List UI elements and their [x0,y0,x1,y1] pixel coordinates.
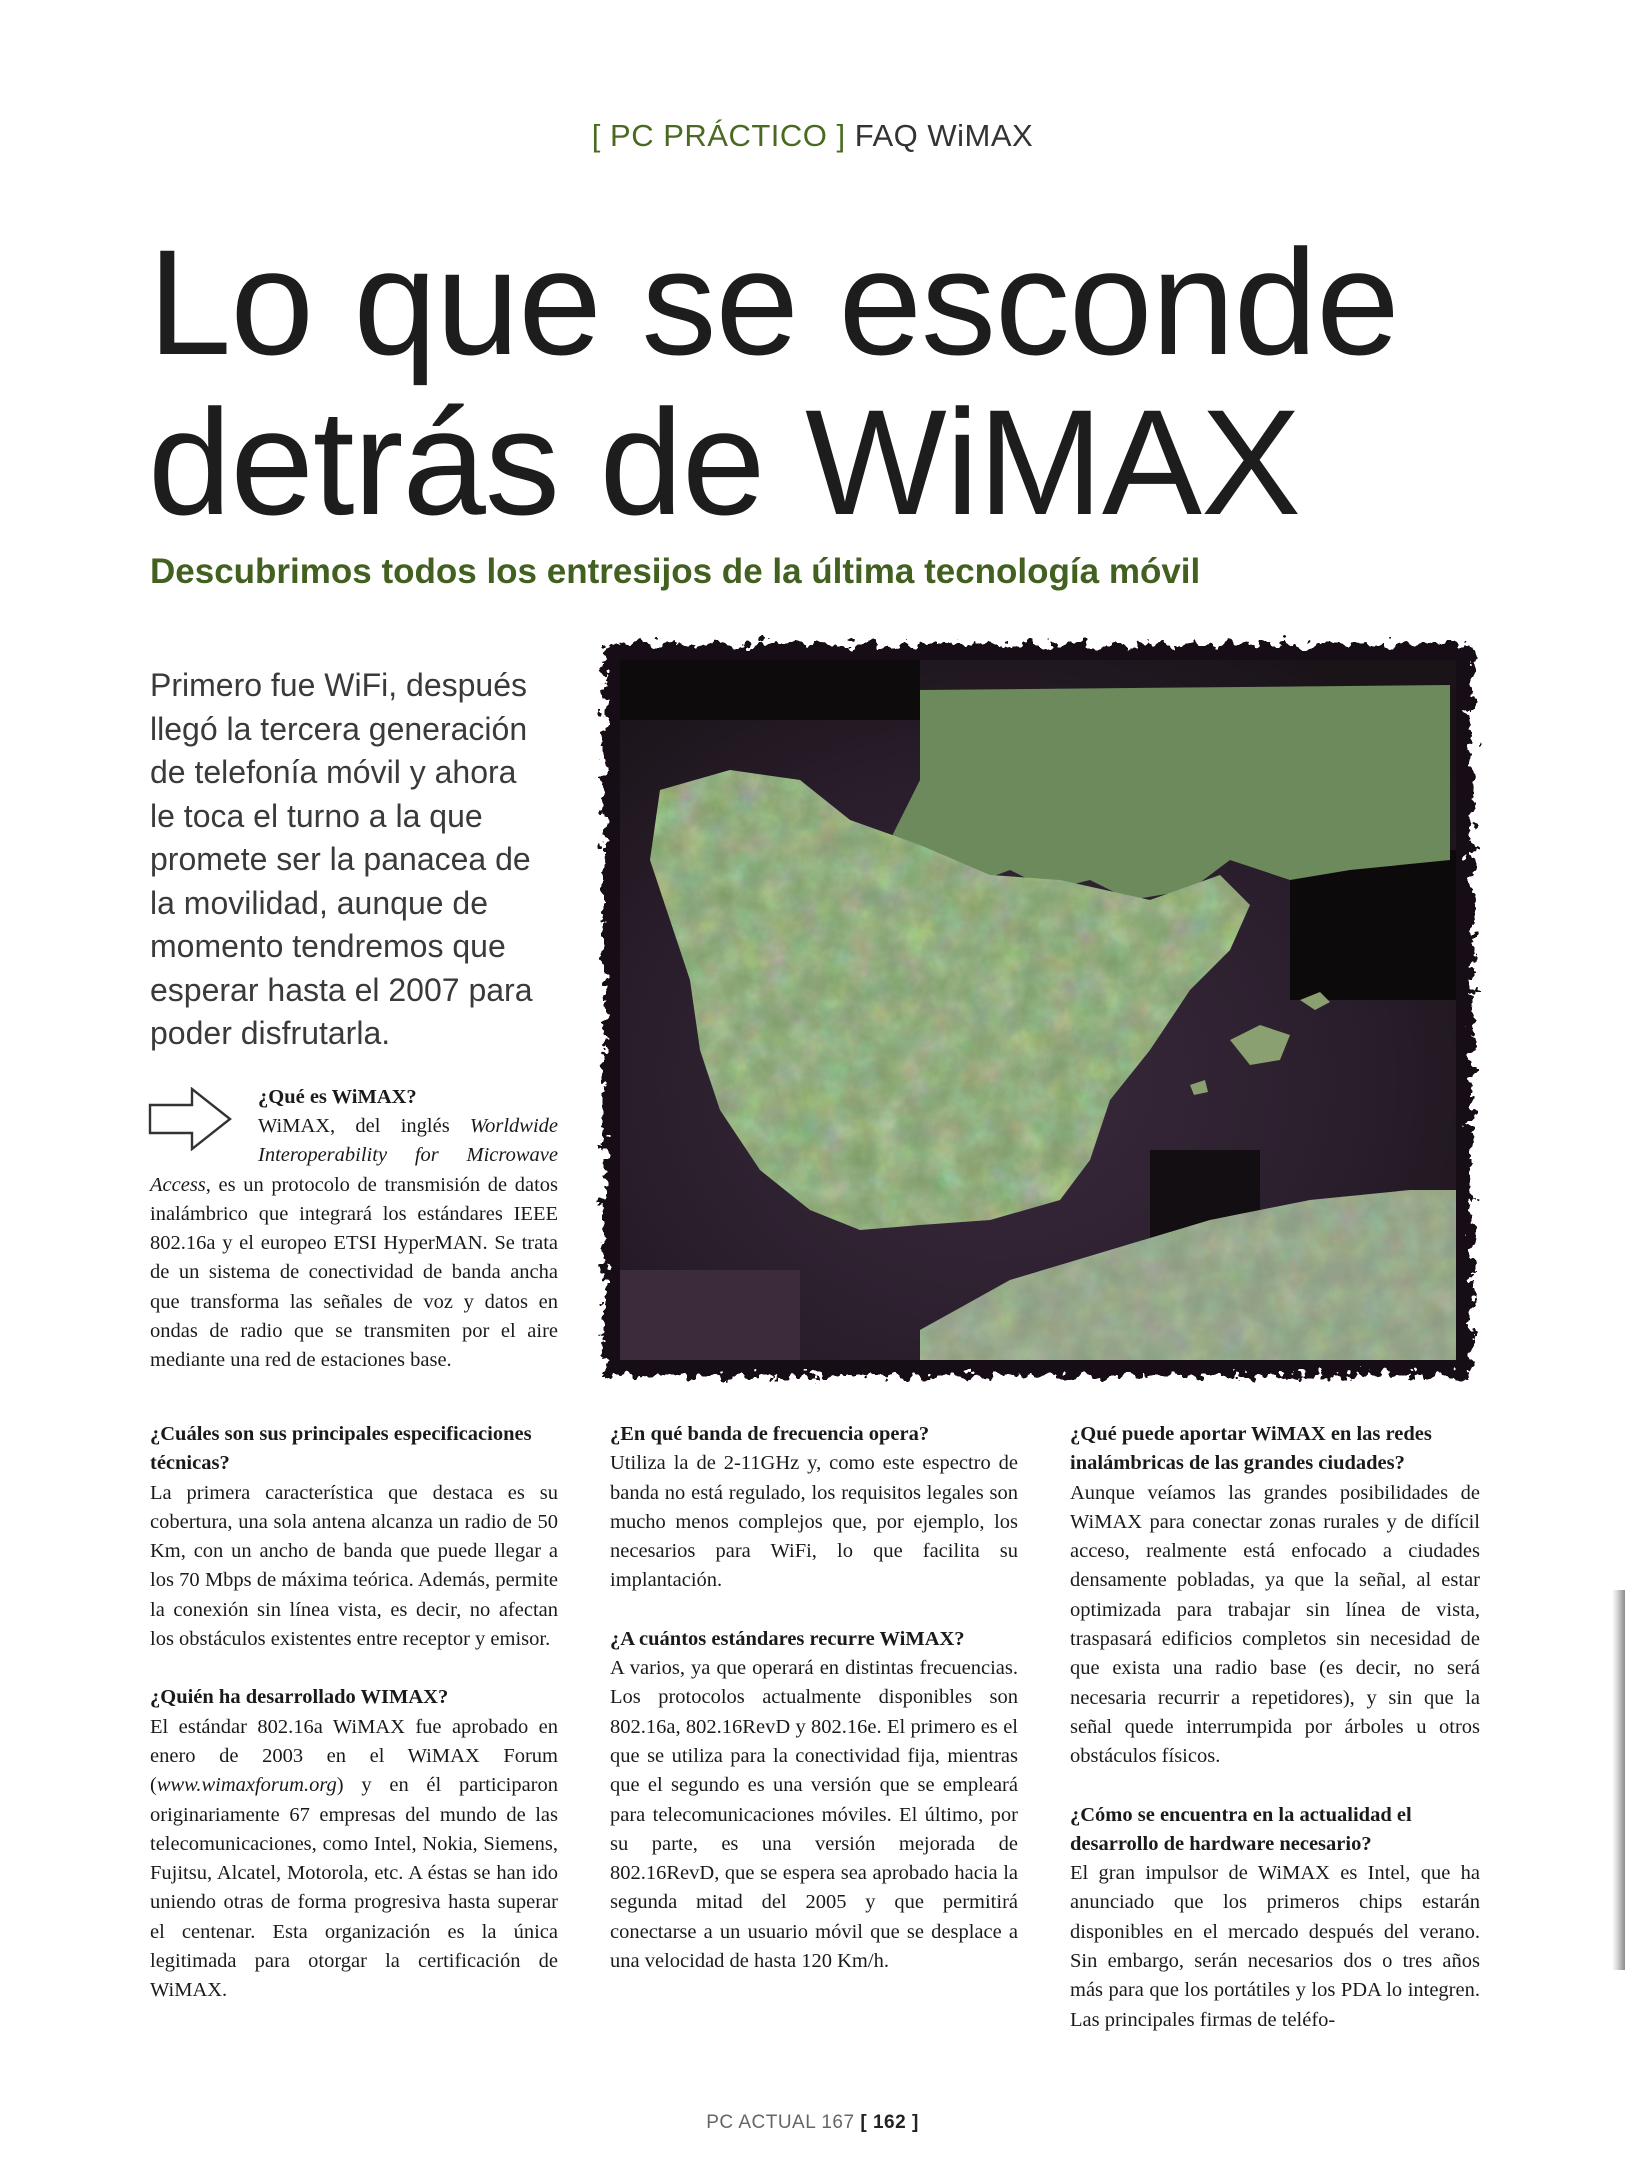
faq-answer-start: El estándar 802.16a WiMAX fue aprobado en enero de 2003 en el WiMAX Forum ( [150,1715,558,1797]
lead-line: le toca el turno a la que [150,797,483,834]
arrow-float-spacer [150,1112,258,1170]
intro-answer-start: WiMAX, del inglés [258,1115,470,1137]
faq-question: ¿Cómo se encuentra en la actualidad el desarrollo de hardware necesario? [1070,1803,1412,1855]
section-label: [ PC PRÁCTICO ] [591,118,846,153]
lead-line: poder disfrutarla. [150,1015,391,1051]
title-line-1: Lo que se esconde [148,218,1399,386]
faq-answer: La primera característica que destaca es su cobertura, una sola antena alcanza un radio de 50 Km, con un ancho de banda que puede llegar a los 70 Mbps de máxima teórica. Además, permite la conexión sin línea vista, es decir, no afectan los obstáculos existentes entre receptor y emisor. [150,1481,558,1651]
lead-paragraph [150,664,570,1056]
lead-line: Primero fue WiFi, después [150,667,528,703]
page-footer [0,2112,1625,2134]
faq-question: ¿Quién ha desarrollado WIMAX? [150,1686,449,1709]
faq-answer: Aunque veíamos las grandes posibilidades de WiMAX para conectar zonas rurales y de difícil acceso, realmente está enfocado a ciudades densamente pobladas, ya que la señal, al estar optimizada para trabajar sin línea de vista, traspasará edificios completos sin necesidad de que exista una radio base (es decir, no será necesaria recurrir a repetidores), y sin que la señal quede interrumpida por árboles u otros obstáculos físicos. [1070,1481,1480,1768]
faq-answer [150,1713,558,2006]
intro-answer [150,1112,558,1376]
faq-question: ¿A cuántos estándares recurre WiMAX? [610,1627,965,1650]
lead-line: momento tendremos que [150,928,506,964]
page-number: [ 162 ] [860,2112,919,2133]
section-header [0,118,1625,154]
article-column-3 [1070,1420,1480,2035]
faq-answer: A varios, ya que operará en distintas frecuencias. Los protocolos actualmente disponibles son 802.16a, 802.16RevD y 802.16e. El primero es el que se utiliza para la conectividad fija, mientras que el segundo es una versión que se empleará para telecomunicaciones móviles. El último, por su parte, es una versión mejorada de 802.16RevD, que se espera sea aprobado hacia la segunda mitad del 2005 y que permitirá conectarse a un usuario móvil que se desplace a una velocidad de hasta 120 Km/h. [610,1657,1018,1973]
topic-label: FAQ WiMAX [854,118,1034,153]
faq-question: ¿Cuáles son sus principales especificaciones técnicas? [150,1423,532,1475]
intro-answer-rest: , es un protocolo de transmisión de datos inalámbrico que integrará los estándares IEEE 802.16a y el europeo ETSI HyperMAN. Se trata de un sistema de conectividad de banda ancha que transforma las señales de voz y datos en ondas de radio que se transmiten por el aire mediante una red de estaciones base. [150,1173,558,1372]
wimaxforum-link[interactable]: www.wimaxforum.org [156,1774,337,1797]
title-line-2: detrás de WiMAX [148,378,1301,546]
page-title [148,218,1528,546]
subtitle: Descubrimos todos los entresijos de la última tecnología móvil [150,552,1201,591]
intro-question: ¿Qué es WiMAX? [258,1086,417,1108]
lead-line: de telefonía móvil y ahora [150,754,517,790]
magazine-issue: PC ACTUAL 167 [706,2112,855,2133]
lead-line: esperar hasta el 2007 para [150,971,533,1008]
faq-answer: El gran impulsor de WiMAX es Intel, que ha anunciado que los primeros chips estarán disponibles en el mercado después del verano. Sin embargo, serán necesarios dos o tres años más para que los portátiles y los PDA lo integren. Las principales firmas de teléfo- [1070,1862,1480,2031]
faq-question: ¿En qué banda de frecuencia opera? [610,1423,930,1445]
satellite-map-image [590,630,1486,1390]
article-column-1 [150,1420,558,2006]
page-edge-shadow [1612,1590,1625,1970]
lead-line: la movilidad, aunque de [150,884,489,921]
lead-line: llegó la tercera generación [150,710,528,747]
lead-line: promete ser la panacea de [150,841,531,877]
faq-question: ¿Qué puede aportar WiMAX en las redes inalámbricas de las grandes ciudades? [1070,1423,1432,1475]
faq-answer: Utiliza la de 2-11GHz y, como este espectro de banda no está regulado, los requisitos legales son mucho menos complejos que, por ejemplo, los necesarios para WiFi, lo que facilita su implantación. [610,1452,1018,1592]
article-column-2 [610,1420,1018,1976]
intro-answer-italic: Worldwide Interoperability for Microwave Access [150,1115,558,1196]
faq-answer-rest: ) y en él participaron originariamente 67 empresas del mundo de las telecomunicaciones, como Intel, Nokia, Siemens, Fujitsu, Alcatel, Motorola, etc. A éstas se han ido uniendo otras de forma progresiva hasta superar el centenar. Esta organización es la única legitimada para otorgar la certificación de WiMAX. [150,1774,558,2002]
